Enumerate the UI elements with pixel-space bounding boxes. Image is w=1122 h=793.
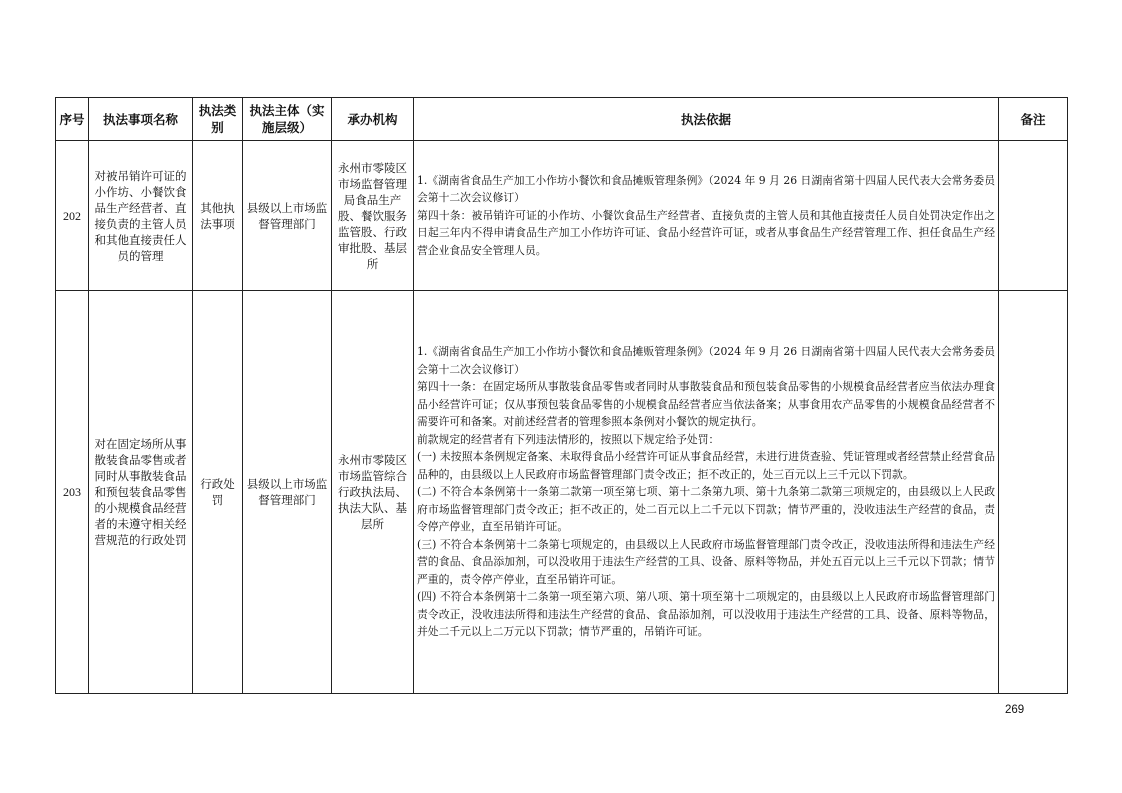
row-remark bbox=[999, 141, 1068, 291]
basis-paragraph: 1.《湖南省食品生产加工小作坊小餐饮和食品摊贩管理条例》（2024 年 9 月 26 日湖南省第十四届人民代表大会常务委员会第十二次会议修订） bbox=[417, 345, 995, 376]
basis-paragraph: (四) 不符合本条例第十二条第一项至第六项、第八项、第十项至第十二项规定的，由县级以上人民政府市场监督管理部门责令改正，没收违法所得和违法生产经营的食品、食品添加剂，可以没收用于违法生产经营的工具、设备、原料等物品，并处二千元以上二万元以下罚款；情节严重的，吊销许可证。 bbox=[417, 590, 995, 639]
row-subject: 县级以上市场监督管理部门 bbox=[243, 291, 332, 694]
enforcement-table bbox=[55, 97, 1068, 694]
row-agency: 永州市零陵区市场监督管理局食品生产股、餐饮服务监管股、行政审批股、基层所 bbox=[332, 141, 414, 291]
row-seq: 203 bbox=[56, 291, 89, 694]
row-name: 对在固定场所从事散装食品零售或者同时从事散装食品和预包装食品零售的小规模食品经营者的未遵守相关经营规范的行政处罚 bbox=[89, 291, 193, 694]
basis-paragraph: 第四十一条：在固定场所从事散装食品零售或者同时从事散装食品和预包装食品零售的小规模食品经营者应当依法办理食品小经营许可证；仅从事预包装食品零售的小规模食品经营者应当依法备案；从事食用农产品零售的小规模食品经营者不需要许可和备案。对前述经营者的管理参照本条例对小餐饮的规定执行。 bbox=[417, 380, 995, 429]
table-row bbox=[56, 141, 1068, 291]
basis-paragraph: 1.《湖南省食品生产加工小作坊小餐饮和食品摊贩管理条例》（2024 年 9 月 26 日湖南省第十四届人民代表大会常务委员会第十二次会议修订） bbox=[417, 173, 995, 205]
table-row bbox=[56, 291, 1068, 694]
header-subject: 执法主体（实施层级） bbox=[243, 98, 332, 141]
header-category: 执法类别 bbox=[193, 98, 243, 141]
page-number: 269 bbox=[1005, 704, 1025, 716]
row-agency: 永州市零陵区市场监管综合行政执法局、执法大队、基层所 bbox=[332, 291, 414, 694]
basis-paragraph: 前款规定的经营者有下列违法情形的，按照以下规定给予处罚： bbox=[417, 432, 720, 446]
header-seq: 序号 bbox=[56, 98, 89, 141]
row-category: 行政处罚 bbox=[193, 291, 243, 694]
basis-paragraph: (一) 未按照本条例规定备案、未取得食品小经营许可证从事食品经营，未进行进货查验、凭证管理或者经营禁止经营食品品种的，由县级以上人民政府市场监督管理部门责令改正；拒不改正的，处三百元以上三千元以下罚款。 bbox=[417, 450, 995, 481]
header-remark: 备注 bbox=[999, 98, 1068, 141]
header-basis: 执法依据 bbox=[414, 98, 999, 141]
header-name: 执法事项名称 bbox=[89, 98, 193, 141]
row-seq: 202 bbox=[56, 141, 89, 291]
row-category: 其他执法事项 bbox=[193, 141, 243, 291]
row-basis bbox=[414, 141, 999, 291]
basis-paragraph: (三) 不符合本条例第十二条第七项规定的，由县级以上人民政府市场监督管理部门责令改正，没收违法所得和违法生产经营的食品、食品添加剂，可以没收用于违法生产经营的工具、设备、原料等物品，并处五百元以上三千元以下罚款；情节严重的，责令停产停业，直至吊销许可证。 bbox=[417, 537, 995, 586]
row-subject: 县级以上市场监督管理部门 bbox=[243, 141, 332, 291]
header-agency: 承办机构 bbox=[332, 98, 414, 141]
basis-paragraph: (二) 不符合本条例第十一条第二款第一项至第七项、第十二条第九项、第十九条第二款第三项规定的，由县级以上人民政府市场监督管理部门责令改正；拒不改正的，处二百元以上二千元以下罚款；情节严重的，没收违法生产经营的食品，责令停产停业，直至吊销许可证。 bbox=[417, 485, 995, 534]
row-remark bbox=[999, 291, 1068, 694]
header-row bbox=[56, 98, 1068, 141]
basis-paragraph: 第四十条：被吊销许可证的小作坊、小餐饮食品生产经营者、直接负责的主管人员和其他直接责任人员自处罚决定作出之日起三年内不得申请食品生产加工小作坊许可证、食品小经营许可证，或者从事食品生产经营管理工作、担任食品生产经营企业食品安全管理人员。 bbox=[417, 208, 995, 257]
row-basis bbox=[414, 291, 999, 694]
row-name: 对被吊销许可证的小作坊、小餐饮食品生产经营者、直接负责的主管人员和其他直接责任人员的管理 bbox=[89, 141, 193, 291]
